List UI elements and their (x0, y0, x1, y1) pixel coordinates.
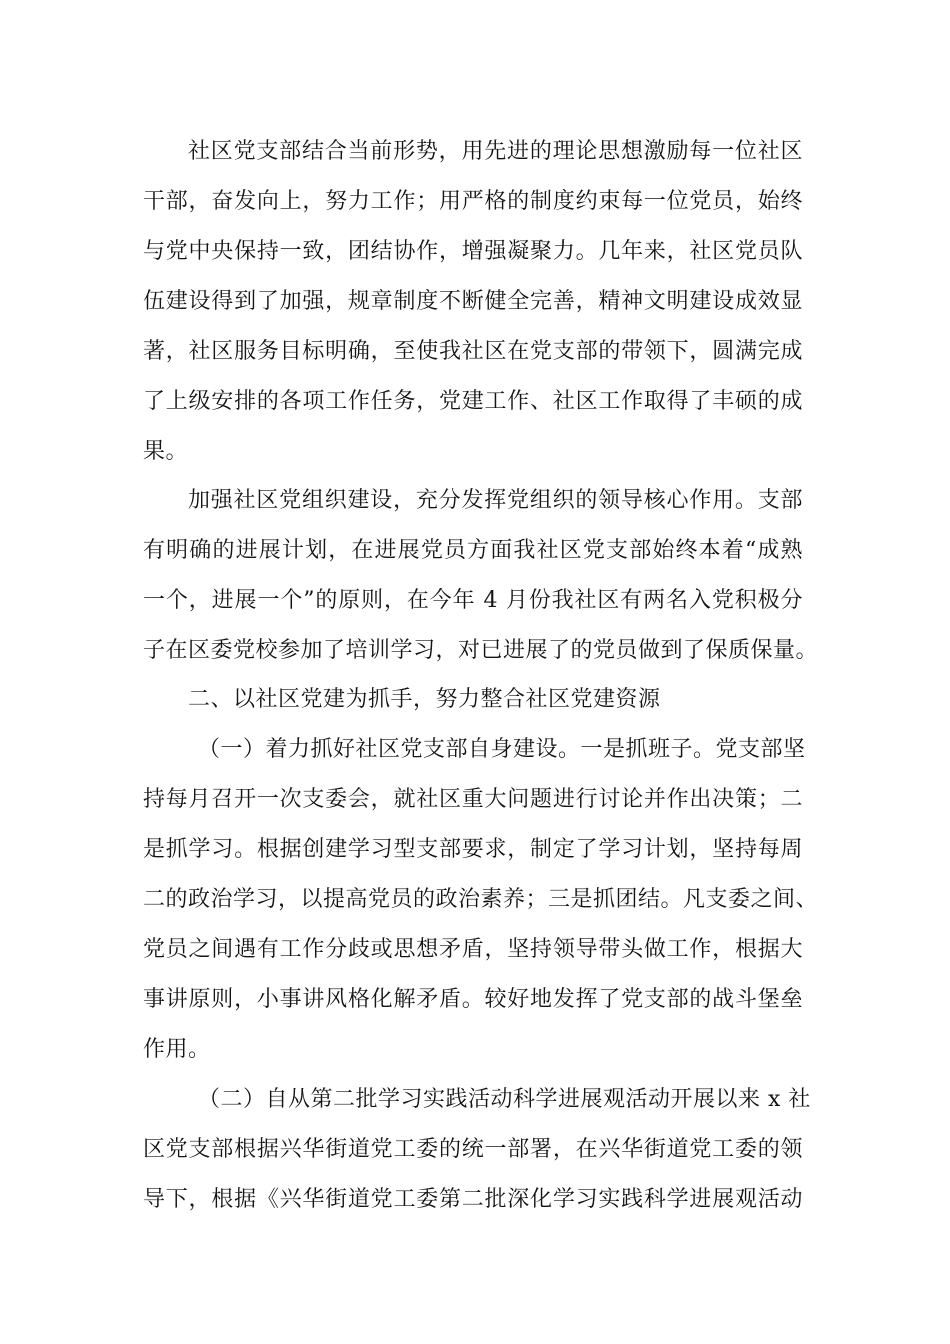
paragraph-2-line-1: 加强社区党组织建设，充分发挥党组织的领导核心作用。支部 (188, 488, 803, 513)
paragraph-1-line-3: 与党中央保持一致，团结协作，增强凝聚力。几年来，社区党员队 (143, 239, 803, 264)
paragraph-2-line-4: 子在区委党校参加了培训学习，对已进展了的党员做到了保质保量。 (143, 638, 819, 663)
paragraph-1-line-7: 果。 (143, 439, 189, 464)
paragraph-1-line-5: 著，社区服务目标明确，至使我社区在党支部的带领下，圆满完成 (143, 339, 803, 364)
paragraph-4-line-3: 导下，根据《兴华街道党工委第二批深化学习实践科学进展观活动 (143, 1187, 803, 1212)
paragraph-1-line-1: 社区党支部结合当前形势，用先进的理论思想激励每一位社区 (188, 139, 803, 164)
paragraph-3-line-3: 是抓学习。根据创建学习型支部要求，制定了学习计划，坚持每周 (143, 837, 803, 862)
paragraph-1-line-4: 伍建设得到了加强，规章制度不断健全完善，精神文明建设成效显 (143, 289, 803, 314)
paragraph-3-line-2: 持每月召开一次支委会，就社区重大问题进行讨论并作出决策；二 (143, 787, 803, 812)
paragraph-2-line-3: 一个，进展一个”的原则，在今年 4 月份我社区有两名入党积极分 (143, 588, 803, 613)
paragraph-4-line-1: （二）自从第二批学习实践活动科学进展观活动开展以来 x 社 (198, 1087, 811, 1112)
paragraph-2-line-2: 有明确的进展计划，在进展党员方面我社区党支部始终本着“成熟 (143, 538, 803, 563)
paragraph-3-line-7: 作用。 (143, 1037, 211, 1062)
paragraph-3-line-5: 党员之间遇有工作分歧或思想矛盾，坚持领导带头做工作，根据大 (143, 937, 803, 962)
paragraph-1-line-6: 了上级安排的各项工作任务，党建工作、社区工作取得了丰硕的成 (143, 389, 803, 414)
paragraph-3-line-1: （一）着力抓好社区党支部自身建设。一是抓班子。党支部坚 (198, 737, 806, 762)
paragraph-3-line-4: 二的政治学习，以提高党员的政治素养；三是抓团结。凡支委之间、 (143, 887, 819, 912)
paragraph-4-line-2: 区党支部根据兴华街道党工委的统一部署，在兴华街道党工委的领 (143, 1137, 803, 1162)
paragraph-1-line-2: 干部，奋发向上，努力工作；用严格的制度约束每一位党员，始终 (143, 189, 803, 214)
section-heading: 二、以社区党建为抓手，努力整合社区党建资源 (188, 687, 661, 712)
paragraph-3-line-6: 事讲原则，小事讲风格化解矛盾。较好地发挥了党支部的战斗堡垒 (143, 987, 803, 1012)
